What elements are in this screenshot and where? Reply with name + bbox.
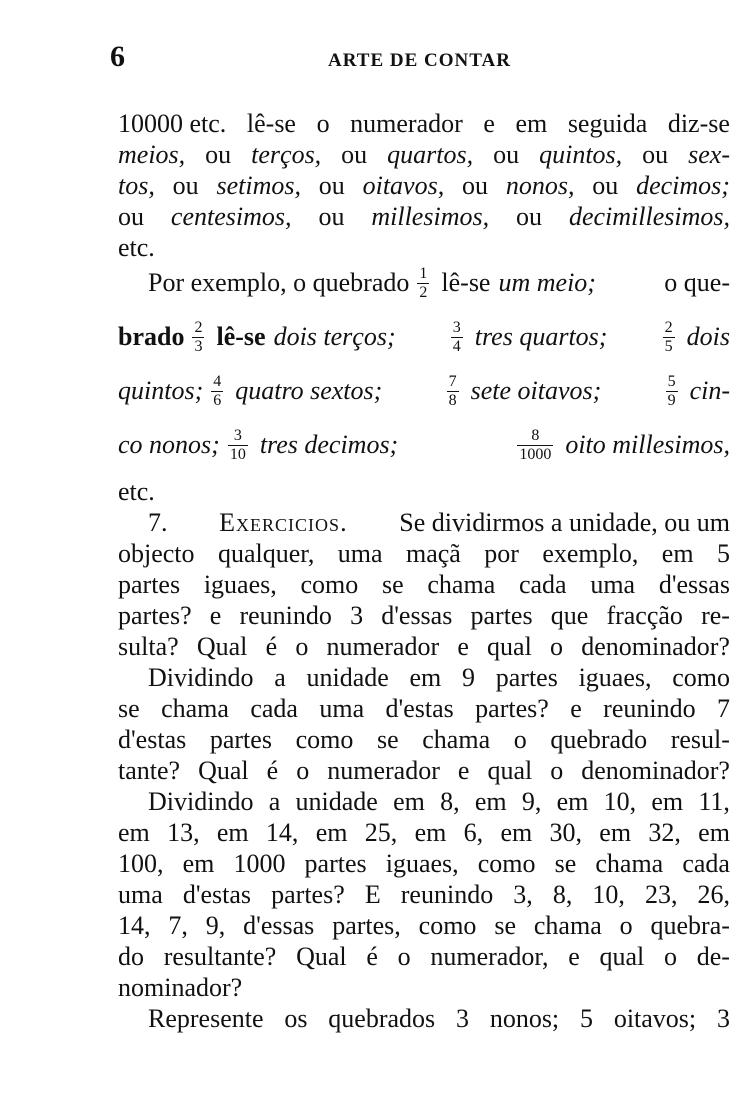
word: denominador? bbox=[581, 756, 730, 785]
word: uma bbox=[118, 880, 163, 909]
text-line bbox=[118, 1003, 730, 1034]
example-line-1 bbox=[118, 256, 730, 310]
exercise-number: 7. bbox=[148, 508, 168, 537]
word: unidade bbox=[306, 663, 389, 692]
word: quartos, bbox=[387, 140, 474, 169]
word: em bbox=[182, 849, 215, 878]
text-line bbox=[118, 170, 730, 201]
example-line-2 bbox=[118, 310, 730, 364]
word: objecto bbox=[118, 539, 195, 568]
word: re- bbox=[701, 601, 730, 630]
word: chama bbox=[533, 911, 602, 940]
word: decimillesimos, bbox=[568, 202, 730, 231]
word: em bbox=[474, 787, 507, 816]
word: quebrado bbox=[550, 725, 648, 754]
word: iguaes, bbox=[385, 849, 459, 878]
text-line bbox=[118, 755, 730, 786]
fraction bbox=[663, 319, 675, 356]
fraction-numerator: 4 bbox=[213, 372, 222, 390]
word: d'essas bbox=[243, 911, 315, 940]
text-line bbox=[118, 848, 730, 879]
word: e bbox=[570, 694, 582, 723]
word: millesimos, bbox=[371, 202, 490, 231]
fraction-denominator: 4 bbox=[452, 337, 461, 355]
fraction-denominator: 10 bbox=[229, 445, 246, 463]
word: Qual bbox=[196, 632, 248, 661]
etc-word: etc. bbox=[118, 233, 155, 262]
word: os bbox=[284, 1004, 308, 1033]
example-reading: co nonos; bbox=[118, 430, 220, 459]
word: numerador bbox=[327, 756, 440, 785]
word: 7, bbox=[168, 911, 188, 940]
example-text: brado bbox=[118, 322, 185, 351]
word: 3 bbox=[716, 1004, 730, 1033]
fraction-numerator: 3 bbox=[233, 426, 242, 444]
text-line-content: Se dividirmos a unidade, ou um bbox=[399, 508, 730, 537]
word: ou bbox=[642, 140, 669, 169]
example-reading: quintos; bbox=[118, 376, 204, 405]
word: o bbox=[295, 632, 309, 661]
word: 10000 etc. bbox=[118, 109, 227, 138]
running-head: ARTE DE CONTAR bbox=[328, 50, 511, 71]
word: e bbox=[457, 632, 469, 661]
word: 30, bbox=[549, 818, 582, 847]
word: ou bbox=[118, 202, 144, 231]
word: e bbox=[457, 756, 470, 785]
word: uma bbox=[590, 570, 636, 599]
word: em bbox=[315, 818, 348, 847]
word: 3, bbox=[513, 880, 533, 909]
word: oitavos; bbox=[613, 1004, 697, 1033]
word: iguaes, bbox=[203, 570, 277, 599]
text-line bbox=[118, 972, 730, 1003]
word: que bbox=[550, 601, 589, 630]
word: em bbox=[599, 818, 632, 847]
exercise-heading: Exercicios. bbox=[219, 508, 348, 537]
fraction bbox=[666, 373, 678, 410]
word: nonos, bbox=[505, 171, 575, 200]
word: o bbox=[296, 756, 310, 785]
word: o bbox=[513, 725, 527, 754]
word: uma bbox=[319, 694, 365, 723]
fraction bbox=[211, 373, 223, 410]
word: d'essas bbox=[381, 601, 453, 630]
example-text: o que- bbox=[664, 268, 730, 297]
word: 3 bbox=[350, 601, 364, 630]
word: chama bbox=[422, 725, 491, 754]
word: em bbox=[661, 539, 694, 568]
word: partes bbox=[304, 849, 367, 878]
word: nonos; bbox=[489, 1004, 560, 1033]
word: o bbox=[316, 109, 330, 138]
word: quebra- bbox=[650, 911, 730, 940]
text-line bbox=[118, 538, 730, 569]
word: cada bbox=[518, 570, 567, 599]
fraction-denominator: 6 bbox=[213, 391, 222, 409]
word: como bbox=[295, 725, 354, 754]
word: é bbox=[265, 632, 278, 661]
fraction bbox=[447, 373, 459, 410]
example-line-4 bbox=[118, 418, 730, 472]
word: numerador bbox=[350, 109, 463, 138]
text-line bbox=[118, 631, 730, 662]
word: ou bbox=[205, 140, 232, 169]
fraction bbox=[228, 427, 248, 464]
example-reading: quatro sextos; bbox=[235, 376, 383, 405]
word: qual bbox=[599, 942, 645, 971]
fraction-numerator: 8 bbox=[531, 426, 540, 444]
word: d'estas bbox=[385, 694, 454, 723]
text-line bbox=[118, 910, 730, 941]
word: o bbox=[663, 942, 677, 971]
text-line bbox=[118, 724, 730, 755]
word: 9 bbox=[462, 663, 476, 692]
text-line bbox=[118, 941, 730, 972]
text-line bbox=[118, 662, 730, 693]
fraction-denominator: 9 bbox=[667, 391, 676, 409]
word: se bbox=[554, 849, 577, 878]
text-line bbox=[118, 879, 730, 910]
word: centesimos, bbox=[170, 202, 292, 231]
text-line bbox=[118, 817, 730, 848]
word: 14, bbox=[265, 818, 299, 847]
word: Qual bbox=[198, 756, 249, 785]
word: E bbox=[364, 880, 381, 909]
word: nominador? bbox=[118, 973, 243, 1002]
fraction-examples bbox=[118, 256, 730, 512]
word: ou bbox=[462, 171, 489, 200]
text-line bbox=[118, 108, 730, 139]
word: qualquer, bbox=[217, 539, 315, 568]
word: cada bbox=[250, 694, 298, 723]
word: reunindo bbox=[400, 880, 494, 909]
page-number: 6 bbox=[110, 40, 125, 73]
word: meios, bbox=[118, 140, 186, 169]
example-reading: um meio; bbox=[498, 268, 596, 297]
fraction-numerator: 5 bbox=[667, 372, 676, 390]
word: ou bbox=[341, 140, 368, 169]
example-line-3 bbox=[118, 364, 730, 418]
exercise-heading-line bbox=[118, 507, 730, 538]
word: o bbox=[550, 756, 564, 785]
example-text: lê-se bbox=[441, 268, 491, 297]
word: em bbox=[515, 109, 548, 138]
fraction bbox=[451, 319, 463, 356]
word: tos, bbox=[118, 171, 155, 200]
word: como bbox=[300, 570, 359, 599]
word: lê-se bbox=[246, 109, 296, 138]
word: 1000 bbox=[233, 849, 286, 878]
word: setimos, bbox=[216, 171, 301, 200]
word: partes bbox=[495, 663, 558, 692]
word: se bbox=[376, 725, 399, 754]
word: denominador? bbox=[581, 632, 730, 661]
word: quebrados bbox=[328, 1004, 436, 1033]
word: ou bbox=[318, 202, 345, 231]
word: terços, bbox=[251, 140, 322, 169]
word: o bbox=[619, 911, 633, 940]
example-reading: cin- bbox=[689, 376, 730, 405]
word: em bbox=[216, 818, 249, 847]
word: partes bbox=[209, 725, 272, 754]
word: o bbox=[397, 942, 411, 971]
word: decimos; bbox=[636, 171, 730, 200]
word: e bbox=[483, 109, 495, 138]
word: seguida bbox=[567, 109, 648, 138]
word: partes? bbox=[475, 694, 549, 723]
word: maçã bbox=[405, 539, 461, 568]
word: diz-se bbox=[667, 109, 730, 138]
word: 3 bbox=[455, 1004, 469, 1033]
word: em bbox=[651, 787, 684, 816]
example-reading: oito millesimos, bbox=[565, 430, 730, 459]
word: tante? bbox=[118, 756, 181, 785]
text-line bbox=[118, 569, 730, 600]
text-line bbox=[118, 786, 730, 817]
word: em bbox=[118, 818, 150, 847]
word: partes bbox=[470, 601, 533, 630]
paragraph-intro bbox=[118, 108, 730, 263]
word: numerador, bbox=[430, 942, 549, 971]
text-line bbox=[118, 139, 730, 170]
word: reunindo bbox=[603, 694, 696, 723]
word: 100, bbox=[118, 849, 164, 878]
example-line-5 bbox=[118, 472, 730, 512]
word: e bbox=[209, 601, 222, 630]
word: é bbox=[266, 756, 279, 785]
fraction-numerator: 2 bbox=[664, 318, 673, 336]
fraction bbox=[517, 427, 553, 464]
word: 8, bbox=[440, 787, 460, 816]
word: chama bbox=[161, 694, 229, 723]
word: Dividindo bbox=[148, 787, 254, 816]
word: partes? bbox=[118, 601, 192, 630]
word: sulta? bbox=[118, 632, 179, 661]
word: fracção bbox=[606, 601, 683, 630]
text-line bbox=[118, 600, 730, 631]
example-reading: dois bbox=[686, 322, 730, 351]
word: Represente bbox=[148, 1004, 264, 1033]
word: em bbox=[393, 787, 425, 816]
word: reunindo bbox=[239, 601, 332, 630]
page-header bbox=[0, 40, 752, 80]
word: como bbox=[672, 663, 730, 692]
fraction-numerator: 1 bbox=[419, 264, 428, 282]
word: cada bbox=[682, 849, 730, 878]
word: e bbox=[568, 942, 580, 971]
word: Qual bbox=[296, 942, 347, 971]
word: o bbox=[550, 632, 563, 661]
example-reading: tres decimos; bbox=[259, 430, 399, 459]
word: como bbox=[418, 911, 477, 940]
word: 23, bbox=[644, 880, 678, 909]
word: exemplo, bbox=[542, 539, 639, 568]
word: ou bbox=[318, 171, 345, 200]
word: partes, bbox=[332, 911, 401, 940]
word: de- bbox=[696, 942, 730, 971]
word: 5 bbox=[716, 539, 730, 568]
word: 25, bbox=[364, 818, 398, 847]
word: uma bbox=[337, 539, 383, 568]
word: ou bbox=[172, 171, 199, 200]
fraction-numerator: 7 bbox=[448, 372, 457, 390]
word: 6, bbox=[463, 818, 484, 847]
word: se bbox=[381, 570, 404, 599]
word: em bbox=[500, 818, 533, 847]
word: a bbox=[268, 787, 281, 816]
word: 10, bbox=[592, 880, 625, 909]
fraction-numerator: 2 bbox=[194, 318, 203, 336]
example-reading: tres quartos; bbox=[474, 322, 608, 351]
word: 9, bbox=[205, 911, 226, 940]
fraction-denominator: 1000 bbox=[519, 445, 552, 463]
word: d'essas bbox=[658, 570, 730, 599]
fraction bbox=[417, 265, 429, 302]
word: em bbox=[414, 818, 447, 847]
word: se bbox=[494, 911, 516, 940]
word: oitavos, bbox=[362, 171, 445, 200]
word: 14, bbox=[118, 911, 151, 940]
word: 5 bbox=[579, 1004, 593, 1033]
fraction-denominator: 2 bbox=[419, 283, 428, 301]
word: do bbox=[118, 942, 144, 971]
word: qual bbox=[487, 632, 532, 661]
word: chama bbox=[595, 849, 664, 878]
word: iguaes, bbox=[578, 663, 652, 692]
fraction-numerator: 3 bbox=[452, 318, 461, 336]
fraction bbox=[192, 319, 204, 356]
word: d'estas bbox=[182, 880, 252, 909]
fraction-denominator: 3 bbox=[194, 337, 203, 355]
word: d'estas bbox=[118, 725, 187, 754]
word: se bbox=[118, 694, 140, 723]
word: em bbox=[409, 663, 442, 692]
etc-word: etc. bbox=[118, 477, 155, 506]
word: 7 bbox=[716, 694, 730, 723]
example-reading: sete oitavos; bbox=[470, 376, 602, 405]
word: 9, bbox=[521, 787, 542, 816]
fraction-denominator: 5 bbox=[664, 337, 673, 355]
word: 8, bbox=[552, 880, 573, 909]
word: ou bbox=[493, 140, 520, 169]
word: a bbox=[274, 663, 286, 692]
word: quintos, bbox=[539, 140, 623, 169]
exercises-section bbox=[118, 507, 730, 1034]
word: 13, bbox=[167, 818, 200, 847]
word: sex- bbox=[688, 140, 730, 169]
word: em bbox=[698, 818, 730, 847]
word: 11, bbox=[698, 787, 730, 816]
word: partes bbox=[118, 570, 181, 599]
word: em bbox=[556, 787, 589, 816]
word: Dividindo bbox=[148, 663, 254, 692]
word: numerador bbox=[326, 632, 440, 661]
word: 32, bbox=[648, 818, 681, 847]
word: 10, bbox=[603, 787, 637, 816]
word: qual bbox=[487, 756, 533, 785]
example-reading: dois terços; bbox=[273, 322, 396, 351]
word: como bbox=[477, 849, 536, 878]
word: unidade bbox=[295, 787, 378, 816]
word: ou bbox=[516, 202, 543, 231]
example-text: Por exemplo, o quebrado bbox=[148, 268, 410, 297]
word: por bbox=[484, 539, 519, 568]
word: 26, bbox=[697, 880, 730, 909]
text-line bbox=[118, 693, 730, 724]
example-text: lê-se bbox=[216, 322, 266, 351]
word: resul- bbox=[670, 725, 730, 754]
word: ou bbox=[592, 171, 619, 200]
fraction-denominator: 8 bbox=[448, 391, 457, 409]
word: chama bbox=[427, 570, 496, 599]
exercise-paragraphs bbox=[118, 538, 730, 1034]
word: partes? bbox=[271, 880, 345, 909]
text-line bbox=[118, 201, 730, 232]
word: resultante? bbox=[163, 942, 277, 971]
word: é bbox=[366, 942, 378, 971]
